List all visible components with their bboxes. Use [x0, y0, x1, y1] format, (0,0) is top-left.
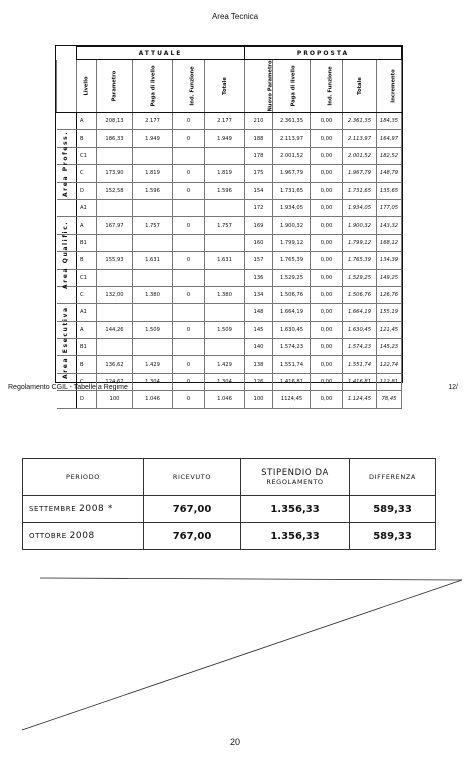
- table-cell: 0,00: [311, 147, 343, 164]
- table-cell: 208,13: [97, 113, 133, 130]
- table-cell: 0,00: [311, 165, 343, 182]
- table-cell: A: [77, 113, 97, 130]
- table-cell: 1.630,45: [273, 321, 311, 338]
- period-cell: OTTOBRE 2008: [23, 523, 144, 550]
- table-cell: A: [77, 321, 97, 338]
- table-cell: A1: [77, 199, 97, 216]
- table-cell: 0,00: [311, 373, 343, 390]
- top-line: [40, 578, 462, 580]
- table-cell: 155,93: [97, 252, 133, 269]
- table-cell: 1.551,74: [343, 356, 377, 373]
- diff-cell: 589,33: [350, 523, 436, 550]
- table-cell: 1.596: [133, 182, 173, 199]
- table-cell: 0,00: [311, 199, 343, 216]
- table-cell: 149,25: [377, 269, 402, 286]
- table-cell: 2.001,52: [343, 147, 377, 164]
- table-cell: 1.934,05: [273, 199, 311, 216]
- salary-cell: 1.356,33: [241, 523, 350, 550]
- col-difference: DIFFERENZA: [350, 459, 436, 496]
- table-cell: 1.949: [205, 130, 245, 147]
- table-cell: 144,26: [97, 321, 133, 338]
- table-cell: B: [77, 252, 97, 269]
- table-cell: 1124,45: [273, 391, 311, 408]
- salary-cell: 1.356,33: [241, 496, 350, 523]
- column-header: Totale: [205, 60, 245, 113]
- table-cell: 1.630,45: [343, 321, 377, 338]
- table-cell: 0: [173, 165, 205, 182]
- table-cell: 2.177: [205, 113, 245, 130]
- col-salary: STIPENDIO DA REGOLAMENTO: [241, 459, 350, 496]
- table-cell: 1.731,65: [343, 182, 377, 199]
- table-cell: 1.819: [205, 165, 245, 182]
- table-cell: 148: [245, 304, 273, 321]
- column-header: Livello: [77, 60, 97, 113]
- table-cell: 121,45: [377, 321, 402, 338]
- period-cell: SETTEMBRE 2008 *: [23, 496, 144, 523]
- table-cell: D: [77, 182, 97, 199]
- table-cell: 1.416,81: [343, 373, 377, 390]
- table-cell: 0,00: [311, 182, 343, 199]
- table-cell: 0: [173, 356, 205, 373]
- table-cell: B: [77, 356, 97, 373]
- table-cell: 136: [245, 269, 273, 286]
- table-cell: 1.664,19: [343, 304, 377, 321]
- table-cell: 1.967,79: [273, 165, 311, 182]
- table-cell: 1.304: [133, 373, 173, 390]
- table-cell: 2.113,97: [343, 130, 377, 147]
- table-cell: 1.819: [133, 165, 173, 182]
- table-cell: 0,00: [311, 321, 343, 338]
- table-cell: 78,45: [377, 391, 402, 408]
- table-cell: 173,90: [97, 165, 133, 182]
- table-cell: 0,00: [311, 234, 343, 251]
- table-cell: 160: [245, 234, 273, 251]
- table-cell: 1.757: [133, 217, 173, 234]
- table-cell: B: [77, 130, 97, 147]
- table-cell: 1.799,12: [343, 234, 377, 251]
- table-cell: 1.380: [205, 286, 245, 303]
- table-cell: 145,23: [377, 339, 402, 356]
- table-cell: 140: [245, 339, 273, 356]
- table-cell: 184,35: [377, 113, 402, 130]
- table-cell: 112,81: [377, 373, 402, 390]
- table-cell: 1.731,65: [273, 182, 311, 199]
- table-cell: 0,00: [311, 304, 343, 321]
- column-header: Incremento: [377, 60, 402, 113]
- table-cell: 1.765,39: [343, 252, 377, 269]
- table-cell: 0,00: [311, 130, 343, 147]
- table-cell: 0,00: [311, 269, 343, 286]
- table-cell: 1.529,25: [343, 269, 377, 286]
- table-cell: 1.949: [133, 130, 173, 147]
- table-cell: 2.177: [133, 113, 173, 130]
- table-cell: 126,76: [377, 286, 402, 303]
- table-cell: 0,00: [311, 252, 343, 269]
- table-cell: 1.380: [133, 286, 173, 303]
- table-cell: 145: [245, 321, 273, 338]
- footer-page-ref: 12/: [448, 384, 458, 391]
- header-title: Area Tecnica: [211, 12, 259, 21]
- table-cell: 1.416,81: [273, 373, 311, 390]
- table-cell: C: [77, 165, 97, 182]
- table-cell: 2.361,35: [343, 113, 377, 130]
- table-cell: 2.113,97: [273, 130, 311, 147]
- table-cell: 0: [173, 130, 205, 147]
- table-cell: 1.900,32: [273, 217, 311, 234]
- table-cell: B1: [77, 339, 97, 356]
- table-cell: C: [77, 286, 97, 303]
- table-cell: 136,62: [97, 356, 133, 373]
- table-cell: 1.046: [133, 391, 173, 408]
- table-cell: A: [77, 217, 97, 234]
- table-cell: 1.574,23: [343, 339, 377, 356]
- table-cell: 126: [245, 373, 273, 390]
- table-cell: 164,97: [377, 130, 402, 147]
- table-cell: 0: [173, 391, 205, 408]
- table-cell: 186,33: [97, 130, 133, 147]
- received-cell: 767,00: [144, 496, 241, 523]
- table-cell: C1: [77, 269, 97, 286]
- table-cell: 177,05: [377, 199, 402, 216]
- table-cell: 143,32: [377, 217, 402, 234]
- table-cell: 182,52: [377, 147, 402, 164]
- table-cell: 1.631: [133, 252, 173, 269]
- table-cell: 2.361,35: [273, 113, 311, 130]
- table-cell: 1.799,12: [273, 234, 311, 251]
- table-cell: 0,00: [311, 339, 343, 356]
- table-cell: 0: [173, 113, 205, 130]
- table-cell: 134,39: [377, 252, 402, 269]
- col-received: RICEVUTO: [144, 459, 241, 496]
- table-cell: 0,00: [311, 391, 343, 408]
- table-cell: B1: [77, 234, 97, 251]
- table-cell: 1.934,05: [343, 199, 377, 216]
- table-cell: 0: [173, 182, 205, 199]
- group-header-actual: ATTUALE: [77, 47, 245, 60]
- table-cell: 154: [245, 182, 273, 199]
- col-period: PERIODO: [23, 459, 144, 496]
- table-cell: 1.900,32: [343, 217, 377, 234]
- table-cell: 0: [173, 217, 205, 234]
- table-cell: 122,74: [377, 356, 402, 373]
- column-header: Totale: [343, 60, 377, 113]
- table-cell: 1.506,76: [273, 286, 311, 303]
- table-cell: 152,58: [97, 182, 133, 199]
- page-number: 20: [229, 737, 240, 747]
- table-cell: 1.509: [205, 321, 245, 338]
- table-cell: 1.757: [205, 217, 245, 234]
- table-cell: 100: [245, 391, 273, 408]
- table-cell: 1.529,25: [273, 269, 311, 286]
- received-cell: 767,00: [144, 523, 241, 550]
- table-cell: 169: [245, 217, 273, 234]
- table-cell: 1.429: [133, 356, 173, 373]
- column-header: Ind. Funzione: [173, 60, 205, 113]
- table-cell: D: [77, 391, 97, 408]
- table-cell: 0: [173, 252, 205, 269]
- table-cell: 0: [173, 321, 205, 338]
- table-cell: 172: [245, 199, 273, 216]
- table-cell: 175: [245, 165, 273, 182]
- column-header: Paga di livello: [273, 60, 311, 113]
- diagonal-line: [22, 580, 462, 730]
- table-cell: 135,65: [377, 182, 402, 199]
- table-cell: 168,12: [377, 234, 402, 251]
- column-header: Paga di livello: [133, 60, 173, 113]
- table-cell: 1.429: [205, 356, 245, 373]
- table-cell: 138: [245, 356, 273, 373]
- table-cell: 148,79: [377, 165, 402, 182]
- table-cell: 0,00: [311, 217, 343, 234]
- table-cell: 1.124,45: [343, 391, 377, 408]
- table-cell: 167,97: [97, 217, 133, 234]
- table-cell: 1.304: [205, 373, 245, 390]
- table-cell: 1.551,74: [273, 356, 311, 373]
- table-cell: 1.631: [205, 252, 245, 269]
- table-cell: 1.574,23: [273, 339, 311, 356]
- table-cell: 210: [245, 113, 273, 130]
- table-cell: 124,67: [97, 373, 133, 390]
- table-cell: 0,00: [311, 286, 343, 303]
- area-label: Area Qualific.: [62, 220, 69, 290]
- table-cell: 157: [245, 252, 273, 269]
- table-cell: 1.506,76: [343, 286, 377, 303]
- table-cell: 1.664,19: [273, 304, 311, 321]
- table-cell: 134: [245, 286, 273, 303]
- table-cell: 0,00: [311, 113, 343, 130]
- table-cell: 1.509: [133, 321, 173, 338]
- table-cell: A1: [77, 304, 97, 321]
- column-header: Nuovo Parametro: [245, 60, 273, 113]
- table-cell: 0: [173, 373, 205, 390]
- table-cell: 1.596: [205, 182, 245, 199]
- table-cell: 1.967,79: [343, 165, 377, 182]
- table-cell: 155,19: [377, 304, 402, 321]
- column-header: Parametro: [97, 60, 133, 113]
- table-cell: 188: [245, 130, 273, 147]
- group-header-proposed: PROPOSTA: [245, 47, 402, 60]
- diff-cell: 589,33: [350, 496, 436, 523]
- table-cell: 1.765,39: [273, 252, 311, 269]
- table-cell: 100: [97, 391, 133, 408]
- table-cell: 2.001,52: [273, 147, 311, 164]
- table-cell: 178: [245, 147, 273, 164]
- area-label: Area Profess.: [62, 130, 69, 197]
- table-cell: 0,00: [311, 356, 343, 373]
- table-cell: 1.046: [205, 391, 245, 408]
- table-cell: 0: [173, 286, 205, 303]
- area-label: Area Esecutiva: [62, 306, 69, 380]
- table-cell: C: [77, 373, 97, 390]
- table-cell: C1: [77, 147, 97, 164]
- column-header: Ind. Funzione: [311, 60, 343, 113]
- table-cell: 132,00: [97, 286, 133, 303]
- footer-note: Regolamento CGIL - Tabelle a Regime: [8, 384, 128, 391]
